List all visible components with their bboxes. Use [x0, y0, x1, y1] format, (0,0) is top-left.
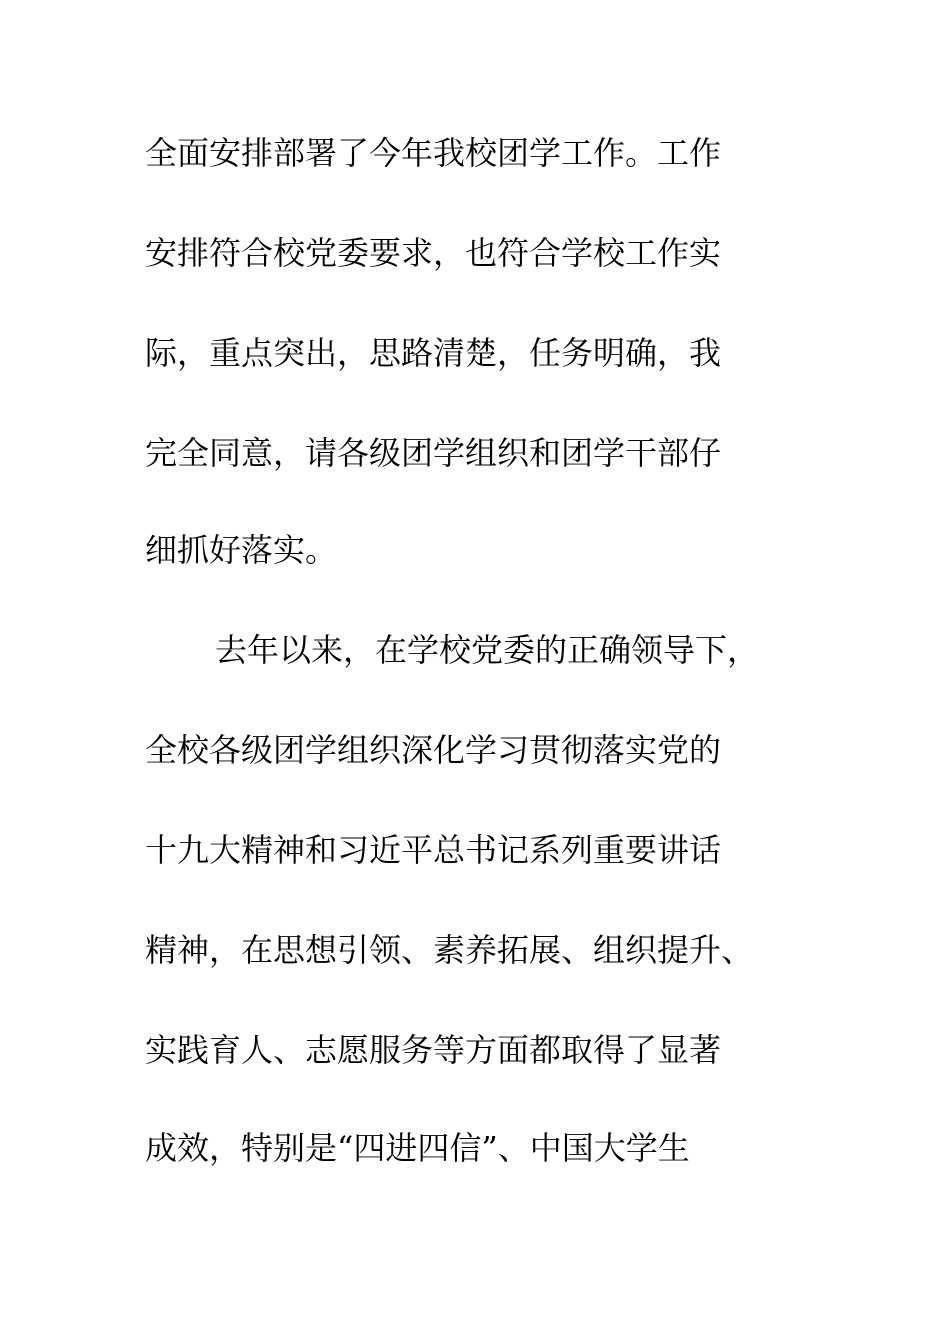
text-line: 际，重点突出，思路清楚，任务明确，我: [145, 334, 722, 372]
text-line: 成效，特别是“四进四信”、中国大学生: [145, 1129, 690, 1167]
text-line: 细抓好落实。: [145, 531, 338, 569]
text-line: 安排符合校党委要求，也符合学校工作实: [145, 234, 722, 272]
text-line: 精神，在思想引领、素养拓展、组织提升、: [145, 931, 754, 969]
text-line: 全校各级团学组织深化学习贯彻落实党的: [145, 731, 722, 769]
text-line: 十九大精神和习近平总书记系列重要讲话: [145, 831, 722, 869]
paragraph-first-line: 去年以来，在学校党委的正确领导下，: [215, 631, 760, 669]
text-line: 全面安排部署了今年我校团学工作。工作: [145, 134, 722, 172]
text-line: 完全同意，请各级团学组织和团学干部仔: [145, 434, 722, 472]
text-line: 实践育人、志愿服务等方面都取得了显著: [145, 1031, 722, 1069]
